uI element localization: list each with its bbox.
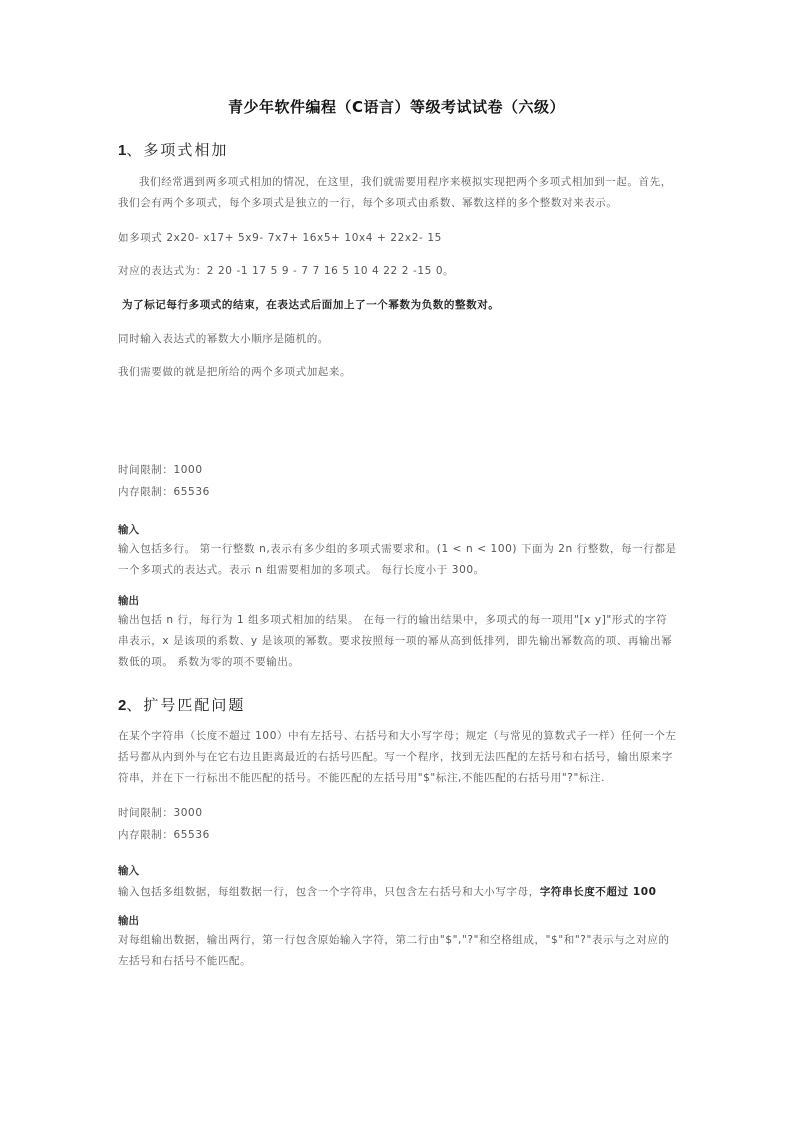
q1-example-polynomial: 如多项式 2x20- x17+ 5x9- 7x7+ 16x5+ 10x4 + 22x2- 15: [118, 232, 442, 244]
q1-output-description: 输出包括 n 行，每行为 1 组多项式相加的结果。 在每一行的输出结果中，多项式的每一项用"[x y]"形式的字符串表示，x 是该项的系数、y 是该项的幂数。要求按照每一项的幂从高到低排列，即先输出幂数高的项、再输出幂数低的项。 系数为零的项不要输出。: [118, 614, 673, 668]
q1-task-note: 我们需要做的就是把所给的两个多项式加起来。: [118, 366, 352, 378]
q2-input-description: [118, 884, 657, 899]
q1-input-label: 输入: [118, 524, 139, 536]
q1-memory-limit: 内存限制：65536: [118, 486, 210, 498]
q1-intro-paragraph: 我们经常遇到两多项式相加的情况，在这里，我们就需要用程序来模拟实现把两个多项式相加到一起。首先，我们会有两个多项式，每个多项式是独立的一行，每个多项式由系数、幂数这样的多个整数对来表示。: [118, 176, 672, 209]
q2-heading-text: 、扩号匹配问题: [126, 696, 246, 714]
q2-input-length-note: 字符串长度不超过 100: [539, 886, 657, 898]
q2-intro-paragraph: 在某个字符串（长度不超过 100）中有左括号、右括号和大小写字母；规定（与常见的算数式子一样）任何一个左括号都从内到外与在它右边且距离最近的右括号匹配。写一个程序，找到无法匹配的左括号和右括号，输出原来字符串，并在下一行标出不能匹配的括号。不能匹配的左括号用"$"标注,不能匹配的右括号用"?"标注.: [118, 730, 677, 784]
q1-heading-number: 1: [118, 142, 127, 159]
q2-time-limit: 时间限制：3000: [118, 807, 203, 819]
q2-output-description: 对每组输出数据，输出两行，第一行包含原始输入字符，第二行由"$","?"和空格组成，"$"和"?"表示与之对应的左括号和右括号不能匹配。: [118, 934, 670, 967]
q1-output-label: 输出: [118, 595, 139, 607]
q1-heading: [118, 139, 228, 160]
q1-random-order-note: 同时输入表达式的幂数大小顺序是随机的。: [118, 333, 329, 345]
page-title: 青少年软件编程（C语言）等级考试试卷（六级）: [227, 98, 565, 116]
q2-heading: [118, 694, 245, 715]
q2-memory-limit: 内存限制：65536: [118, 829, 210, 841]
q1-emphasis-note: 为了标记每行多项式的结束，在表达式后面加上了一个幂数为负数的整数对。: [122, 299, 500, 311]
q1-input-description: 输入包括多行。 第一行整数 n,表示有多少组的多项式需要求和。(1 < n < 100) 下面为 2n 行整数，每一行都是一个多项式的表达式。表示 n 组需要相加的多项式。 每行长度小于 300。: [118, 543, 677, 576]
q2-input-text: 输入包括多组数据，每组数据一行，包含一个字符串，只包含左右括号和大小写字母，: [118, 886, 540, 898]
q2-heading-number: 2: [118, 697, 127, 714]
q1-heading-text: 、多项式相加: [126, 141, 229, 159]
q1-example-expression: 对应的表达式为：2 20 -1 17 5 9 - 7 7 16 5 10 4 22 2 -15 0。: [118, 265, 455, 277]
q1-time-limit: 时间限制：1000: [118, 464, 203, 476]
q2-input-label: 输入: [118, 865, 139, 877]
q2-output-label: 输出: [118, 915, 139, 927]
